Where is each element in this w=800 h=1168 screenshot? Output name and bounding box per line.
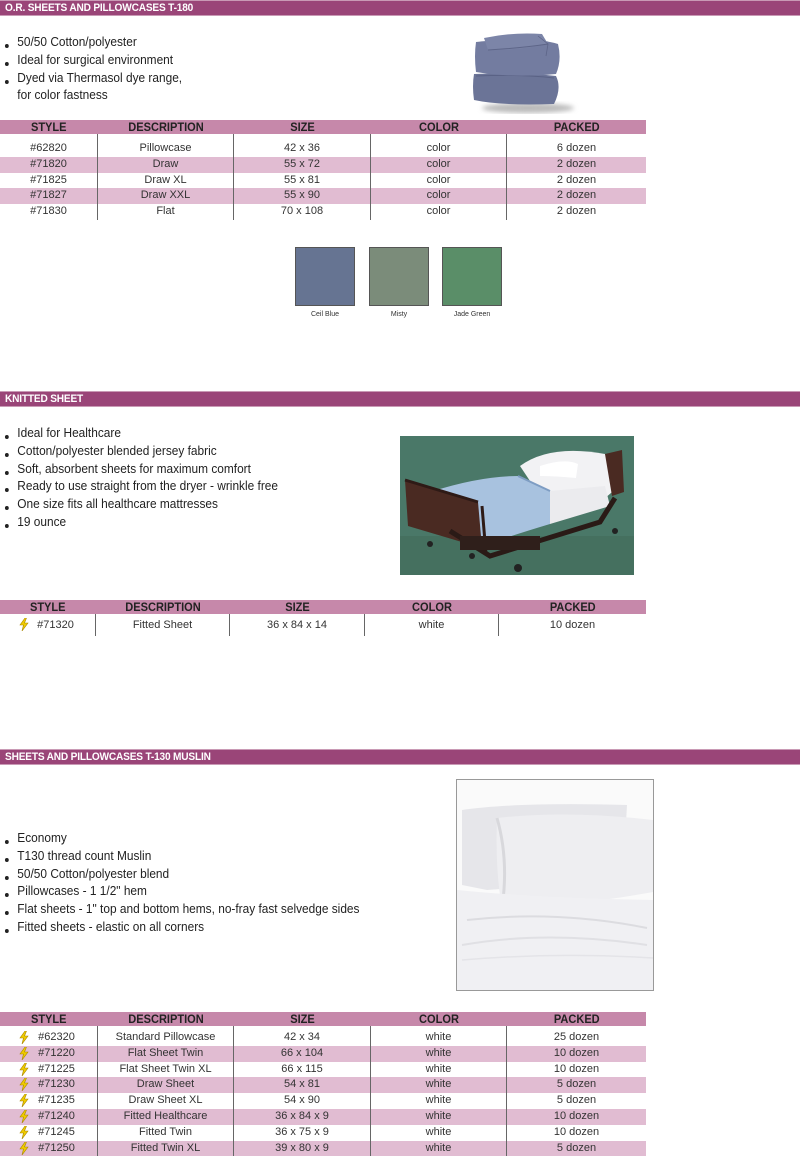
column-header-style: STYLE — [30, 1012, 67, 1026]
feature-list — [4, 34, 191, 105]
column-header-packed: PACKED — [553, 120, 600, 134]
cell-color: white — [371, 1062, 507, 1078]
cell-description: Draw Sheet — [98, 1077, 234, 1093]
cell-size: 55 x 72 — [234, 157, 371, 173]
hospital-bed-photo — [400, 436, 634, 575]
cell-size: 36 x 84 x 14 — [230, 614, 365, 636]
cell-color: color — [371, 141, 507, 157]
cell-size: 55 x 81 — [234, 173, 371, 189]
cell-color: white — [371, 1046, 507, 1062]
product-table-or-sheets — [0, 120, 646, 220]
column-header-color: COLOR — [418, 120, 459, 134]
table-row — [0, 1077, 646, 1093]
feature-item: Cotton/polyester blended jersey fabric — [4, 443, 278, 461]
cell-style: #62820 — [30, 142, 67, 154]
feature-item: Flat sheets - 1" top and bottom hems, no-fray fast selvedge sides — [4, 901, 359, 919]
cell-size: 66 x 115 — [234, 1062, 371, 1078]
table-row — [0, 141, 646, 157]
swatch-label: Jade Green — [453, 311, 491, 318]
cell-color: white — [371, 1125, 507, 1141]
table-row — [0, 1109, 646, 1125]
feature-list — [4, 830, 378, 937]
cell-size: 54 x 81 — [234, 1077, 371, 1093]
section-header-knitted-sheet — [0, 391, 800, 407]
swatch-label: Misty — [390, 311, 408, 318]
white-bedding-photo — [456, 779, 654, 991]
swatch-jade-green — [442, 247, 502, 306]
product-table-knitted-sheet — [0, 600, 646, 636]
column-header-style: STYLE — [30, 120, 67, 134]
section-header-muslin — [0, 749, 800, 765]
column-header-packed: PACKED — [549, 600, 596, 614]
cell-description: Draw XL — [98, 173, 234, 189]
table-row — [0, 1125, 646, 1141]
cell-description: Draw — [98, 157, 234, 173]
column-header-color: COLOR — [418, 1012, 459, 1026]
cell-packed: 5 dozen — [507, 1077, 647, 1093]
cell-description: Pillowcase — [98, 141, 234, 157]
cell-style: #71825 — [30, 173, 67, 186]
feature-item: 19 ounce — [4, 514, 278, 532]
table-row — [0, 614, 646, 636]
table-row — [0, 1141, 646, 1157]
lightning-bolt-icon — [19, 1078, 29, 1091]
cell-packed: 2 dozen — [507, 188, 647, 204]
table-header-row — [0, 600, 646, 614]
cell-size: 55 x 90 — [234, 188, 371, 204]
feature-item: Pillowcases - 1 1/2" hem — [4, 883, 359, 901]
cell-description: Flat Sheet Twin — [98, 1046, 234, 1062]
cell-packed: 5 dozen — [507, 1093, 647, 1109]
cell-style — [0, 1093, 98, 1109]
section-title: KNITTED SHEET — [5, 393, 84, 405]
cell-style — [0, 614, 96, 636]
feature-item: 50/50 Cotton/polyester blend — [4, 866, 359, 884]
column-header-color: COLOR — [411, 600, 452, 614]
style-code: #71220 — [38, 1046, 75, 1059]
cell-style — [0, 1109, 98, 1125]
lightning-bolt-icon — [19, 1063, 29, 1076]
cell-size: 42 x 34 — [234, 1030, 371, 1046]
cell-packed: 2 dozen — [507, 173, 647, 189]
cell-style: #71820 — [30, 157, 67, 170]
table-row — [0, 173, 646, 189]
column-header-description: DESCRIPTION — [124, 600, 201, 614]
feature-list — [4, 425, 292, 532]
column-header-size: SIZE — [289, 1012, 315, 1026]
cell-description: Fitted Sheet — [96, 614, 230, 636]
cell-size: 36 x 75 x 9 — [234, 1125, 371, 1141]
cell-packed: 2 dozen — [507, 204, 647, 220]
cell-color: white — [371, 1093, 507, 1109]
feature-item: Fitted sheets - elastic on all corners — [4, 919, 359, 937]
section-title: SHEETS AND PILLOWCASES T-130 MUSLIN — [5, 751, 211, 763]
style-code: #71230 — [38, 1078, 75, 1091]
cell-size: 70 x 108 — [234, 204, 371, 220]
feature-item: Dyed via Thermasol dye range, — [4, 70, 182, 88]
table-row — [0, 204, 646, 220]
style-code: #71235 — [38, 1094, 75, 1107]
column-header-size: SIZE — [289, 120, 315, 134]
column-header-size: SIZE — [284, 600, 310, 614]
cell-size: 39 x 80 x 9 — [234, 1141, 371, 1157]
cell-color: white — [371, 1030, 507, 1046]
style-code: #71245 — [38, 1125, 75, 1138]
cell-color: color — [371, 188, 507, 204]
cell-color: color — [371, 157, 507, 173]
cell-size: 42 x 36 — [234, 141, 371, 157]
cell-style — [0, 1030, 98, 1046]
cell-packed: 10 dozen — [507, 1046, 647, 1062]
cell-packed: 5 dozen — [507, 1141, 647, 1157]
cell-description: Fitted Healthcare — [98, 1109, 234, 1125]
table-row — [0, 1062, 646, 1078]
feature-item: One size fits all healthcare mattresses — [4, 496, 278, 514]
cell-style: #71830 — [30, 205, 67, 218]
cell-style — [0, 1141, 98, 1157]
cell-packed: 10 dozen — [507, 1125, 647, 1141]
feature-item: Ready to use straight from the dryer - wrinkle free — [4, 478, 278, 496]
cell-style — [0, 1125, 98, 1141]
swatch-label: Ceil Blue — [310, 311, 339, 318]
cell-description: Draw XXL — [98, 188, 234, 204]
feature-item-continued: for color fastness — [17, 88, 108, 103]
cell-color: color — [371, 204, 507, 220]
cell-description: Fitted Twin — [98, 1125, 234, 1141]
cell-description: Draw Sheet XL — [98, 1093, 234, 1109]
cell-description: Fitted Twin XL — [98, 1141, 234, 1157]
cell-packed: 10 dozen — [507, 1062, 647, 1078]
cell-size: 54 x 90 — [234, 1093, 371, 1109]
style-code: #71225 — [38, 1062, 75, 1075]
cell-packed: 2 dozen — [507, 157, 647, 173]
cell-color: white — [371, 1077, 507, 1093]
table-row — [0, 157, 646, 173]
cell-style — [0, 1077, 98, 1093]
column-header-style: STYLE — [29, 600, 66, 614]
table-row — [0, 1093, 646, 1109]
cell-description: Flat Sheet Twin XL — [98, 1062, 234, 1078]
column-header-description: DESCRIPTION — [127, 120, 204, 134]
cell-packed: 10 dozen — [499, 614, 647, 636]
style-code: #71240 — [38, 1109, 75, 1122]
feature-item: T130 thread count Muslin — [4, 848, 359, 866]
table-header-row — [0, 1012, 646, 1026]
lightning-bolt-icon — [19, 1094, 29, 1107]
swatch-misty — [369, 247, 429, 306]
cell-size: 36 x 84 x 9 — [234, 1109, 371, 1125]
section-title: O.R. SHEETS AND PILLOWCASES T-180 — [5, 2, 194, 14]
cell-description: Flat — [98, 204, 234, 220]
table-row — [0, 188, 646, 204]
table-row — [0, 1046, 646, 1062]
cell-style: #71827 — [30, 189, 67, 202]
product-table-muslin — [0, 1012, 646, 1156]
section-header-or-sheets — [0, 0, 800, 16]
feature-item: Ideal for Healthcare — [4, 425, 278, 443]
lightning-bolt-icon — [19, 618, 29, 631]
swatch-ceil-blue — [295, 247, 355, 306]
style-code: #71320 — [37, 619, 74, 631]
style-code: #71250 — [38, 1141, 75, 1154]
cell-color: white — [371, 1109, 507, 1125]
lightning-bolt-icon — [19, 1142, 29, 1155]
blue-pillowcases-photo — [462, 22, 582, 114]
cell-color: white — [365, 614, 499, 636]
cell-style — [0, 1062, 98, 1078]
feature-item: Ideal for surgical environment — [4, 52, 182, 70]
column-header-packed: PACKED — [553, 1012, 600, 1026]
cell-packed: 6 dozen — [507, 141, 647, 157]
feature-item: Economy — [4, 830, 359, 848]
cell-packed: 25 dozen — [507, 1030, 647, 1046]
cell-packed: 10 dozen — [507, 1109, 647, 1125]
cell-style — [0, 1046, 98, 1062]
table-header-row — [0, 120, 646, 134]
table-row — [0, 1030, 646, 1046]
lightning-bolt-icon — [19, 1031, 29, 1044]
lightning-bolt-icon — [19, 1126, 29, 1139]
cell-size: 66 x 104 — [234, 1046, 371, 1062]
cell-color: white — [371, 1141, 507, 1157]
lightning-bolt-icon — [19, 1047, 29, 1060]
cell-description: Standard Pillowcase — [98, 1030, 234, 1046]
lightning-bolt-icon — [19, 1110, 29, 1123]
cell-color: color — [371, 173, 507, 189]
feature-item: Soft, absorbent sheets for maximum comfort — [4, 461, 278, 479]
style-code: #62320 — [38, 1031, 75, 1043]
column-header-description: DESCRIPTION — [127, 1012, 204, 1026]
feature-item: 50/50 Cotton/polyester — [4, 34, 182, 52]
